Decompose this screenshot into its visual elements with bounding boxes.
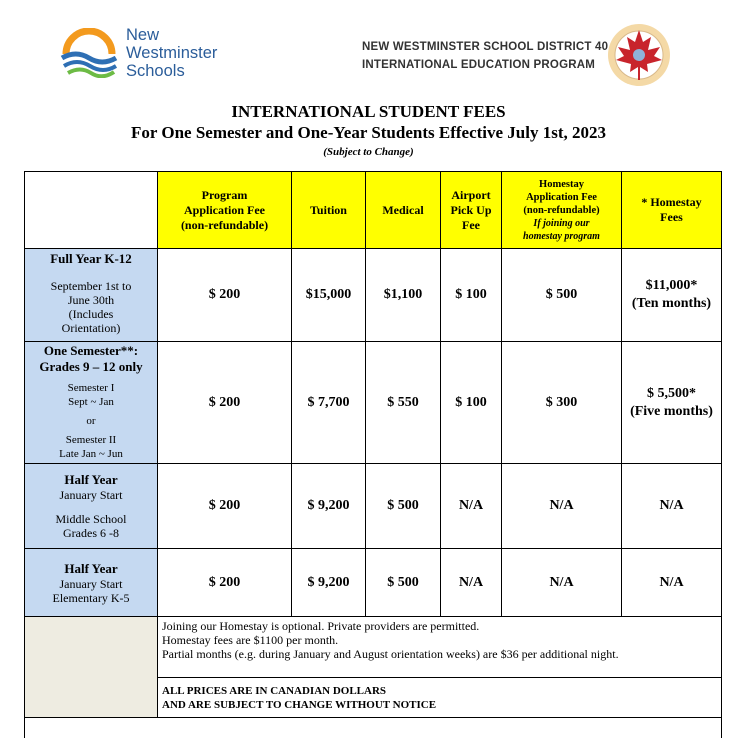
homestay-application-cell: $ 500 bbox=[502, 249, 622, 342]
airport-fee-cell: N/A bbox=[441, 549, 502, 617]
empty-header-cell bbox=[25, 172, 158, 249]
header-text: (non-refundable) bbox=[523, 204, 600, 216]
tuition-cell: $ 7,700 bbox=[292, 342, 366, 464]
row-detail: June 30th bbox=[67, 293, 115, 307]
homestay-application-cell: $ 300 bbox=[502, 342, 622, 464]
note-line: Partial months (e.g. during January and August orientation weeks) are $36 per additional night. bbox=[162, 647, 619, 661]
homestay-fee-duration: (Five months) bbox=[630, 403, 713, 419]
table-row bbox=[25, 549, 722, 617]
header-text: * Homestay bbox=[641, 195, 702, 209]
row-detail: Orientation) bbox=[61, 321, 121, 335]
row-title: Half Year bbox=[64, 472, 118, 487]
row-detail: Semester I bbox=[67, 382, 115, 394]
district-logo bbox=[60, 26, 240, 82]
header-text: Pick Up bbox=[450, 202, 492, 217]
note-line: Homestay fees are $1100 per month. bbox=[162, 633, 339, 647]
medical-header bbox=[366, 172, 441, 249]
row-detail: Late Jan ~ Jun bbox=[59, 448, 123, 460]
medical-cell: $ 500 bbox=[366, 464, 441, 549]
logo-text bbox=[126, 26, 217, 80]
header-row bbox=[25, 172, 722, 249]
blank-row bbox=[25, 718, 722, 738]
program-fee-cell: $ 200 bbox=[158, 342, 292, 464]
table-row bbox=[25, 464, 722, 549]
page-subtitle: For One Semester and One-Year Students Effective July 1st, 2023 bbox=[130, 123, 607, 142]
row-header-half-year-elementary bbox=[25, 549, 158, 617]
logo-line: Westminster bbox=[126, 44, 218, 62]
airport-fee-cell: $ 100 bbox=[441, 249, 502, 342]
blank-cell bbox=[25, 718, 722, 738]
disclaimer-line: ALL PRICES ARE IN CANADIAN DOLLARS bbox=[162, 684, 387, 697]
row-detail: Semester II bbox=[65, 434, 117, 446]
notes-side-cell bbox=[25, 617, 158, 718]
notes-cell bbox=[158, 617, 722, 678]
header-text: Application Fee bbox=[184, 202, 265, 217]
row-detail: Sept ~ Jan bbox=[68, 396, 114, 408]
row-title: Full Year K-12 bbox=[50, 251, 132, 266]
tuition-cell: $ 9,200 bbox=[292, 549, 366, 617]
row-detail: September 1st to bbox=[50, 279, 132, 293]
homestay-fee-cell bbox=[622, 342, 722, 464]
airport-fee-cell: $ 100 bbox=[441, 342, 502, 464]
row-detail: Middle School bbox=[55, 512, 127, 526]
tuition-header bbox=[292, 172, 366, 249]
subject-to-change-note: (Subject to Change) bbox=[323, 146, 414, 158]
program-header bbox=[358, 22, 678, 84]
homestay-fee-cell bbox=[622, 249, 722, 342]
homestay-fee-value: $ 5,500* bbox=[647, 385, 696, 401]
row-title: Grades 9 – 12 only bbox=[39, 359, 143, 374]
header-text: Application Fee bbox=[526, 191, 597, 203]
notes-row bbox=[25, 617, 722, 678]
row-header-one-semester bbox=[25, 342, 158, 464]
page-title: INTERNATIONAL STUDENT FEES bbox=[231, 102, 506, 121]
homestay-application-header bbox=[502, 172, 622, 249]
disclaimer-line: AND ARE SUBJECT TO CHANGE WITHOUT NOTICE bbox=[162, 698, 437, 711]
tuition-cell: $ 9,200 bbox=[292, 464, 366, 549]
medical-cell: $1,100 bbox=[366, 249, 441, 342]
header-text: Homestay bbox=[539, 178, 584, 190]
header-text: (non-refundable) bbox=[180, 217, 269, 232]
district-line: NEW WESTMINSTER SCHOOL DISTRICT 40 bbox=[362, 41, 609, 53]
row-title: Half Year bbox=[64, 560, 118, 576]
fees-table bbox=[24, 171, 722, 738]
note-line: Joining our Homestay is optional. Private providers are permitted. bbox=[162, 619, 480, 633]
header-note: homestay program bbox=[523, 230, 600, 242]
header-text: Medical bbox=[382, 202, 424, 217]
table-row bbox=[25, 342, 722, 464]
district-name bbox=[362, 38, 608, 74]
row-header-half-year-middle bbox=[25, 464, 158, 549]
row-detail: Grades 6 -8 bbox=[63, 526, 119, 540]
row-detail: Elementary K-5 bbox=[52, 590, 130, 605]
header-text: Fees bbox=[660, 210, 683, 224]
airport-fee-cell: N/A bbox=[441, 464, 502, 549]
tuition-cell: $15,000 bbox=[292, 249, 366, 342]
row-detail: January Start bbox=[59, 576, 123, 591]
program-line: INTERNATIONAL EDUCATION PROGRAM bbox=[362, 59, 595, 71]
homestay-application-cell: N/A bbox=[502, 549, 622, 617]
program-fee-cell: $ 200 bbox=[158, 549, 292, 617]
row-title: One Semester**: bbox=[43, 343, 139, 358]
row-detail: January Start bbox=[59, 488, 123, 502]
homestay-fee-cell: N/A bbox=[622, 464, 722, 549]
homestay-fee-value: $11,000* bbox=[645, 278, 698, 293]
header-text: Program bbox=[201, 187, 248, 202]
wave-sun-icon bbox=[60, 28, 118, 78]
maple-leaf-icon bbox=[606, 22, 672, 88]
currency-disclaimer bbox=[158, 678, 722, 718]
medical-cell: $ 500 bbox=[366, 549, 441, 617]
logo-line: Schools bbox=[126, 62, 185, 80]
header-text: Airport bbox=[451, 187, 491, 202]
homestay-fee-cell: N/A bbox=[622, 549, 722, 617]
row-detail: (Includes bbox=[68, 307, 114, 321]
airport-fee-header bbox=[441, 172, 502, 249]
table-row bbox=[25, 249, 722, 342]
homestay-fee-duration: (Ten months) bbox=[631, 296, 712, 311]
program-fee-cell: $ 200 bbox=[158, 464, 292, 549]
homestay-application-cell: N/A bbox=[502, 464, 622, 549]
program-fee-header bbox=[158, 172, 292, 249]
header-note: If joining our bbox=[533, 217, 590, 229]
row-header-full-year bbox=[25, 249, 158, 342]
header-text: Fee bbox=[462, 217, 480, 232]
homestay-fees-header bbox=[622, 172, 722, 249]
logo-line: New bbox=[126, 26, 160, 44]
medical-cell: $ 550 bbox=[366, 342, 441, 464]
row-detail: or bbox=[86, 415, 96, 427]
header-text: Tuition bbox=[310, 202, 347, 217]
program-fee-cell: $ 200 bbox=[158, 249, 292, 342]
